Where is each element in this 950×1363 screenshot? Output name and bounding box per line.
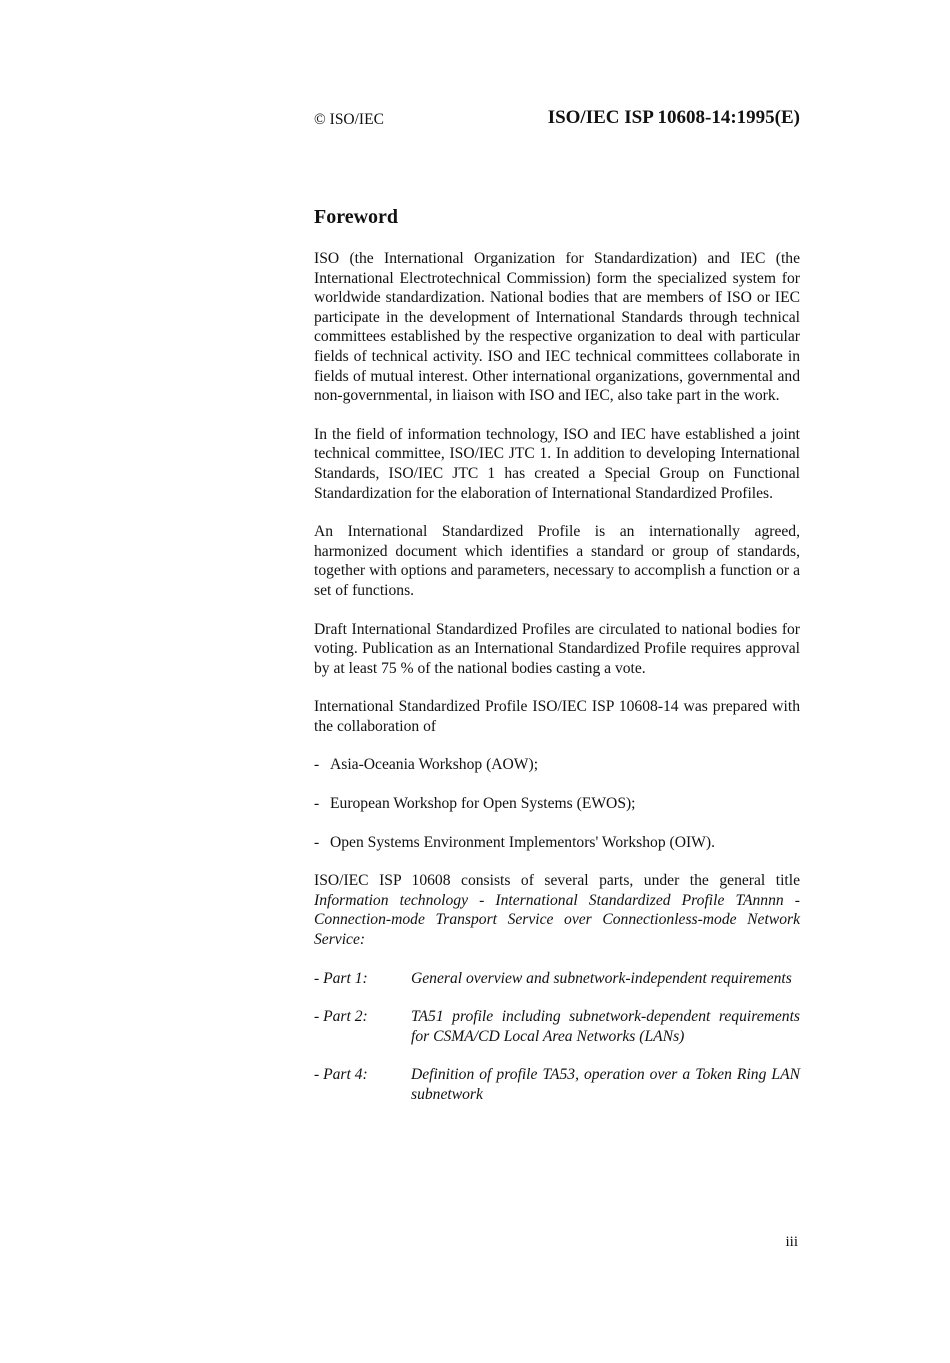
series-intro: ISO/IEC ISP 10608 consists of several parts, under the general title [314,872,800,890]
paragraph-prepared-with: International Standardized Profile ISO/IEC ISP 10608-14 was prepared with the collaboration of [314,698,800,735]
parts-list [314,969,800,1105]
document-id-header: ISO/IEC ISP 10608-14:1995(E) [547,107,800,128]
bullet-marker: - [314,756,320,774]
part-label: - Part 2: [314,1008,368,1026]
list-item [314,833,800,853]
part-label: - Part 1: [314,969,368,987]
series-title: Information technology - International Standardized Profile TAnnnn - Connection-mode Transport Service over Connectionless-mode Network Service: [314,891,800,949]
part-title: TA51 profile including subnetwork-dependent requirements for CSMA/CD Local Area Networks (LANs) [411,1008,800,1045]
paragraph-iso-iec: ISO (the International Organization for Standardization) and IEC (the International Electrotechnical Commission) form the specialized system for worldwide standardization. National bodies that are members of ISO or IEC participate in the development of International Standards through technical committees established by the respective organization to deal with particular fields of technical activity. ISO and IEC technical committees collaborate in fields of mutual interest. Other international organizations, governmental and non-governmental, in liaison with ISO and IEC, also take part in the work. [314,250,800,405]
copyright-header: © ISO/IEC [314,111,384,128]
part-label: - Part 4: [314,1066,368,1084]
paragraph-series [314,871,800,949]
paragraph-isp-definition: An International Standardized Profile is an internationally agreed, harmonized document which identifies a standard or group of standards, together with options and parameters, necessary to accomplish a function or a set of functions. [314,523,800,599]
bullet-text: Asia-Oceania Workshop (AOW); [330,756,539,774]
foreword-body [314,249,800,1124]
part-title: Definition of profile TA53, operation over a Token Ring LAN subnetwork [411,1066,800,1103]
bullet-marker: - [314,795,320,813]
paragraph-draft-voting: Draft International Standardized Profiles are circulated to national bodies for voting. Publication as an International Standardized Profile requires approval by at least 75 % of the national bodies casting a vote. [314,620,800,677]
foreword-heading: Foreword [314,206,399,228]
part-title: General overview and subnetwork-independent requirements [411,969,792,987]
paragraph-jtc1: In the field of information technology, ISO and IEC have established a joint technical committee, ISO/IEC JTC 1. In addition to developing International Standards, ISO/IEC JTC 1 has created a Special Group on Functional Standardization for the elaboration of International Standardized Profiles. [314,425,800,502]
bullet-text: Open Systems Environment Implementors' Workshop (OIW). [330,833,715,851]
bullet-marker: - [314,833,320,851]
list-item [314,794,800,814]
page-number: iii [785,1234,798,1250]
part-item [314,969,800,989]
bullet-text: European Workshop for Open Systems (EWOS); [330,795,636,813]
part-item [314,1007,800,1046]
part-item [314,1065,800,1104]
list-item [314,755,800,775]
